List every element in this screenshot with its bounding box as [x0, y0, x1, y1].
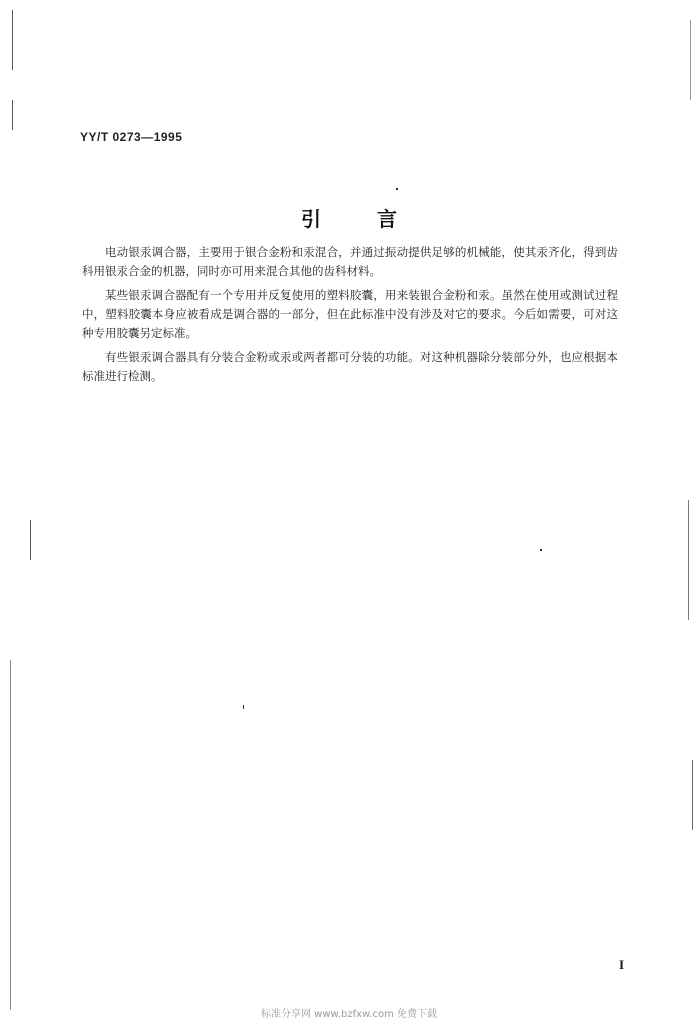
- standard-code: YY/T 0273—1995: [80, 130, 183, 144]
- right-scan-edge-mid: [688, 500, 689, 620]
- watermark-text: 标准分享网 www.bzfxw.com 免费下载: [261, 1009, 437, 1020]
- scan-speck: [540, 549, 542, 551]
- introduction-body: [82, 243, 618, 391]
- left-scan-edge-mid: [12, 100, 13, 130]
- left-scan-edge-lower: [30, 520, 31, 560]
- left-scan-edge-top: [12, 10, 13, 70]
- left-scan-edge-bottom: [10, 660, 11, 1010]
- paragraph: 电动银汞调合器，主要用于银合金粉和汞混合，并通过振动提供足够的机械能，使其汞齐化，得到齿科用银汞合金的机器，同时亦可用来混合其他的齿科材料。: [82, 245, 618, 278]
- paragraph: 有些银汞调合器具有分装合金粉或汞或两者都可分装的功能。对这种机器除分装部分外，也应根据本标准进行检测。: [82, 350, 618, 383]
- page-number: I: [619, 957, 625, 972]
- paragraph: 某些银汞调合器配有一个专用并反复使用的塑料胶囊，用来装银合金粉和汞。虽然在使用或测试过程中，塑料胶囊本身应被看成是调合器的一部分，但在此标准中没有涉及对它的要求。今后如需要，可对这种专用胶囊另定标准。: [82, 288, 618, 340]
- section-title-char-2: 言: [377, 207, 397, 231]
- scan-speck: [243, 705, 244, 709]
- section-title: [0, 203, 698, 232]
- right-scan-edge-lower: [692, 760, 693, 830]
- scan-speck: [396, 188, 398, 190]
- right-scan-edge-top: [690, 20, 691, 100]
- section-title-char-1: 引: [301, 207, 321, 231]
